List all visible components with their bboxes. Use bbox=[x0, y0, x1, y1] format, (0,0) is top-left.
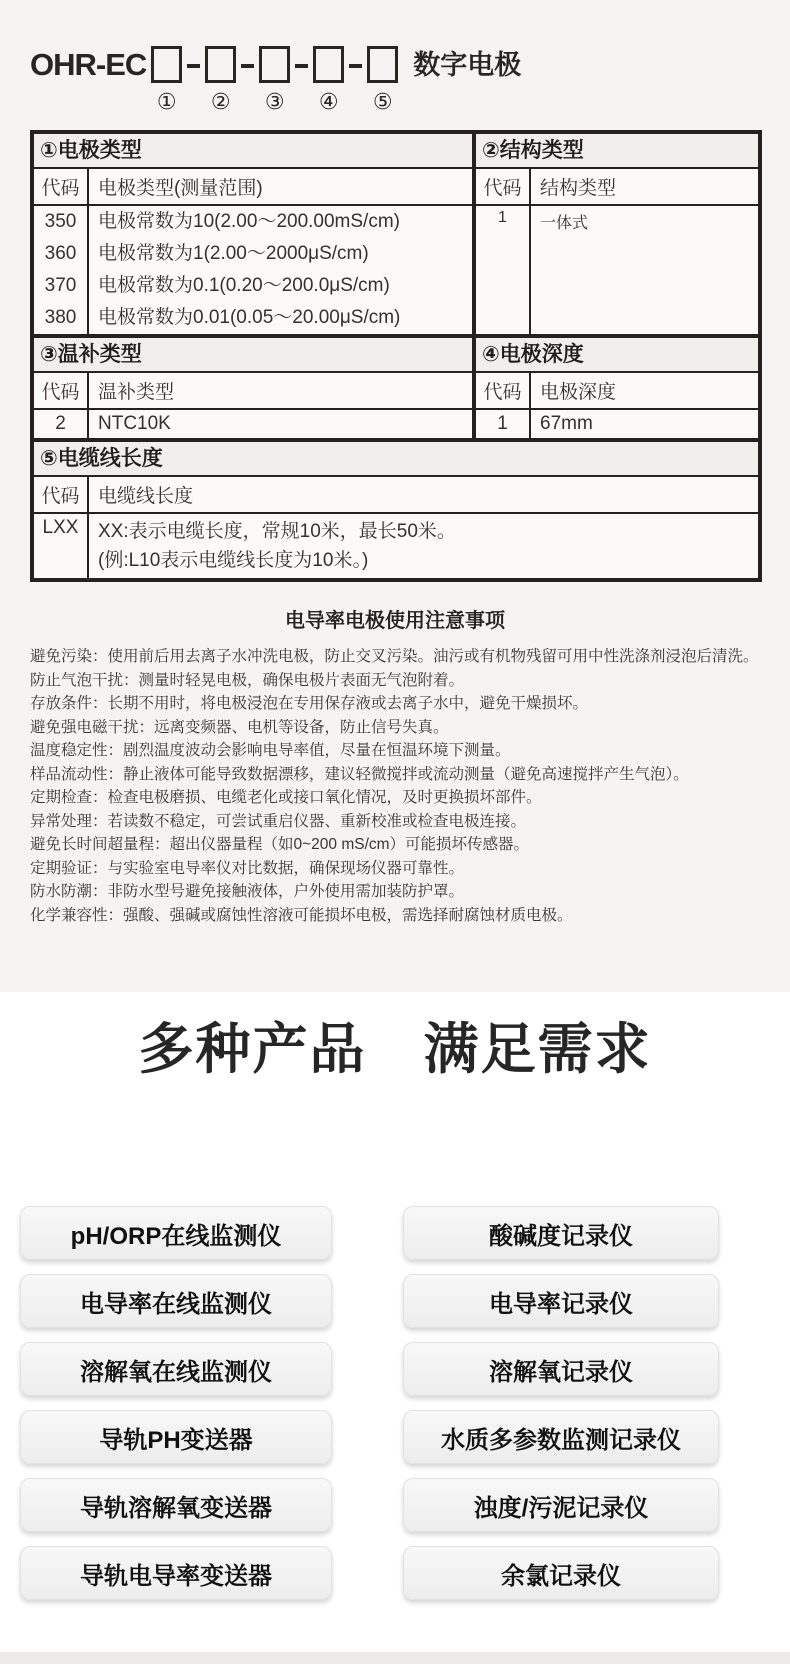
code-column bbox=[34, 206, 89, 334]
circled-number-5: ⑤ bbox=[372, 89, 393, 114]
code-header: 代码 bbox=[476, 373, 531, 408]
code-380: 380 bbox=[44, 307, 77, 328]
circled-number-1: ① bbox=[156, 89, 177, 114]
electrode-depth-row bbox=[476, 410, 758, 438]
note-item: 避免污染：使用前后用去离子水冲洗电极，防止交叉污染。油污或有机物残留可用中性洗涤剂浸泡后清洗。 bbox=[30, 648, 759, 665]
code-370: 370 bbox=[44, 275, 77, 296]
spec-table bbox=[30, 130, 762, 582]
model-slot-4 bbox=[313, 46, 344, 115]
note-item: 样品流动性：静止液体可能导致数据漂移，建议轻微搅拌或流动测量（避免高速搅拌产生气泡）。 bbox=[30, 765, 689, 783]
code-360: 360 bbox=[44, 243, 77, 264]
notes-title: 电导率电极使用注意事项 bbox=[285, 610, 505, 632]
subheader-row bbox=[34, 373, 472, 410]
product-button-turbidity-sludge-recorder[interactable]: 浊度/污泥记录仪 bbox=[403, 1478, 719, 1532]
model-blank-box-1 bbox=[151, 46, 182, 83]
model-blank-box-3 bbox=[259, 46, 290, 83]
code-cell: 1 bbox=[476, 206, 531, 334]
model-ordering-diagram bbox=[30, 46, 790, 115]
desc-header: 结构类型 bbox=[540, 178, 617, 199]
circled-number-2: ② bbox=[210, 89, 231, 114]
section-temp-compensation bbox=[34, 338, 472, 438]
products-grid bbox=[20, 1206, 790, 1600]
desc-header: 电缆线长度 bbox=[98, 486, 194, 507]
section-title: ④电极深度 bbox=[476, 338, 758, 373]
section-cable-length bbox=[34, 442, 758, 578]
table-block-3 bbox=[34, 438, 758, 578]
model-blank-box-5 bbox=[367, 46, 398, 83]
note-item: 异常处理：若读数不稳定，可尝试重启仪器、重新校准或检查电极连接。 bbox=[30, 812, 527, 830]
note-item: 温度稳定性：剧烈温度波动会影响电导率值，尽量在恒温环境下测量。 bbox=[30, 742, 511, 759]
desc-360: 电极常数为1(2.00～2000μS/cm) bbox=[98, 243, 369, 264]
desc-header: 温补类型 bbox=[98, 382, 175, 403]
code-350: 350 bbox=[44, 211, 77, 232]
note-item: 避免强电磁干扰：远离变频器、电机等设备，防止信号失真。 bbox=[30, 718, 449, 736]
subheader-row bbox=[34, 477, 758, 514]
product-button-rail-dissolved-oxygen-transmitter[interactable]: 导轨溶解氧变送器 bbox=[20, 1478, 332, 1532]
footer-strip bbox=[0, 1652, 790, 1664]
code-header: 代码 bbox=[34, 477, 89, 512]
note-item: 存放条件：长期不用时，将电极浸泡在专用保存液或去离子水中，避免干燥损坏。 bbox=[30, 695, 589, 712]
temp-compensation-row bbox=[34, 410, 472, 438]
electrode-type-rows bbox=[34, 206, 472, 334]
desc-370: 电极常数为0.1(0.20～200.0μS/cm) bbox=[98, 275, 390, 296]
product-button-rail-ph-transmitter[interactable]: 导轨PH变送器 bbox=[20, 1410, 332, 1464]
section-electrode-depth bbox=[472, 338, 758, 438]
product-button-ph-recorder[interactable]: 酸碱度记录仪 bbox=[403, 1206, 719, 1260]
dash-separator bbox=[349, 64, 362, 68]
desc-header: 电极类型(测量范围) bbox=[98, 178, 263, 199]
cable-length-desc-line2: (例:L10表示电缆线长度为10米。) bbox=[98, 550, 369, 571]
structure-type-row bbox=[476, 206, 758, 334]
model-slot-5 bbox=[367, 46, 398, 115]
product-button-rail-conductivity-transmitter[interactable]: 导轨电导率变送器 bbox=[20, 1546, 332, 1600]
product-button-conductivity-recorder[interactable]: 电导率记录仪 bbox=[403, 1274, 719, 1328]
section-title: ⑤电缆线长度 bbox=[34, 442, 758, 477]
desc-column bbox=[89, 206, 472, 334]
note-item: 化学兼容性：强酸、强碱或腐蚀性溶液可能损坏电极，需选择耐腐蚀材质电极。 bbox=[30, 906, 573, 924]
section-title: ②结构类型 bbox=[476, 134, 758, 169]
desc-cell: 一体式 bbox=[540, 215, 589, 232]
product-button-dissolved-oxygen-monitor[interactable]: 溶解氧在线监测仪 bbox=[20, 1342, 332, 1396]
code-header: 代码 bbox=[34, 169, 89, 204]
note-item: 定期检查：检查电极磨损、电缆老化或接口氧化情况，及时更换损坏部件。 bbox=[30, 789, 542, 806]
code-cell: LXX bbox=[34, 514, 89, 578]
model-suffix: 数字电极 bbox=[413, 50, 522, 80]
desc-header: 电极深度 bbox=[540, 382, 617, 403]
desc-cell: NTC10K bbox=[98, 413, 171, 434]
model-blank-box-2 bbox=[205, 46, 236, 83]
section-title: ③温补类型 bbox=[34, 338, 472, 373]
products-section bbox=[0, 992, 790, 1600]
desc-380: 电极常数为0.01(0.05～20.00μS/cm) bbox=[98, 307, 401, 328]
products-heading: 多种产品 满足需求 bbox=[138, 1018, 652, 1080]
dash-separator bbox=[187, 64, 200, 68]
desc-cell: 67mm bbox=[540, 413, 593, 434]
dash-separator bbox=[241, 64, 254, 68]
notes-list bbox=[30, 645, 762, 927]
model-slot-2 bbox=[205, 46, 236, 115]
model-blank-box-4 bbox=[313, 46, 344, 83]
cable-length-row bbox=[34, 514, 758, 578]
subheader-row bbox=[476, 373, 758, 410]
code-header: 代码 bbox=[34, 373, 89, 408]
product-button-multiparameter-recorder[interactable]: 水质多参数监测记录仪 bbox=[403, 1410, 719, 1464]
note-item: 定期验证：与实验室电导率仪对比数据，确保现场仪器可靠性。 bbox=[30, 859, 465, 877]
dash-separator bbox=[295, 64, 308, 68]
section-title: ①电极类型 bbox=[34, 134, 472, 169]
product-button-conductivity-monitor[interactable]: 电导率在线监测仪 bbox=[20, 1274, 332, 1328]
circled-number-4: ④ bbox=[318, 89, 339, 114]
circled-number-3: ③ bbox=[264, 89, 285, 114]
code-header: 代码 bbox=[476, 169, 531, 204]
model-slot-3 bbox=[259, 46, 290, 115]
desc-cell bbox=[89, 514, 758, 578]
subheader-row bbox=[476, 169, 758, 206]
code-cell: 2 bbox=[34, 410, 89, 438]
product-button-dissolved-oxygen-recorder[interactable]: 溶解氧记录仪 bbox=[403, 1342, 719, 1396]
table-block-2 bbox=[34, 334, 758, 438]
product-button-residual-chlorine-recorder[interactable]: 余氯记录仪 bbox=[403, 1546, 719, 1600]
desc-350: 电极常数为10(2.00～200.00mS/cm) bbox=[98, 211, 400, 232]
cable-length-desc-line1: XX:表示电缆长度，常规10米，最长50米。 bbox=[98, 521, 456, 542]
note-item: 防止气泡干扰：测量时轻晃电极，确保电极片表面无气泡附着。 bbox=[30, 671, 465, 689]
table-block-1 bbox=[34, 134, 758, 334]
model-prefix: OHR-EC bbox=[30, 47, 147, 82]
section-electrode-type bbox=[34, 134, 472, 334]
section-structure-type bbox=[472, 134, 758, 334]
product-button-ph-orp-monitor[interactable]: pH/ORP在线监测仪 bbox=[20, 1206, 332, 1260]
note-item: 避免长时间超量程：超出仪器量程（如0~200 mS/cm）可能损坏传感器。 bbox=[30, 836, 530, 853]
model-slot-1 bbox=[151, 46, 182, 115]
subheader-row bbox=[34, 169, 472, 206]
code-cell: 1 bbox=[476, 410, 531, 438]
note-item: 防水防潮：非防水型号避免接触液体，户外使用需加装防护罩。 bbox=[30, 883, 465, 900]
